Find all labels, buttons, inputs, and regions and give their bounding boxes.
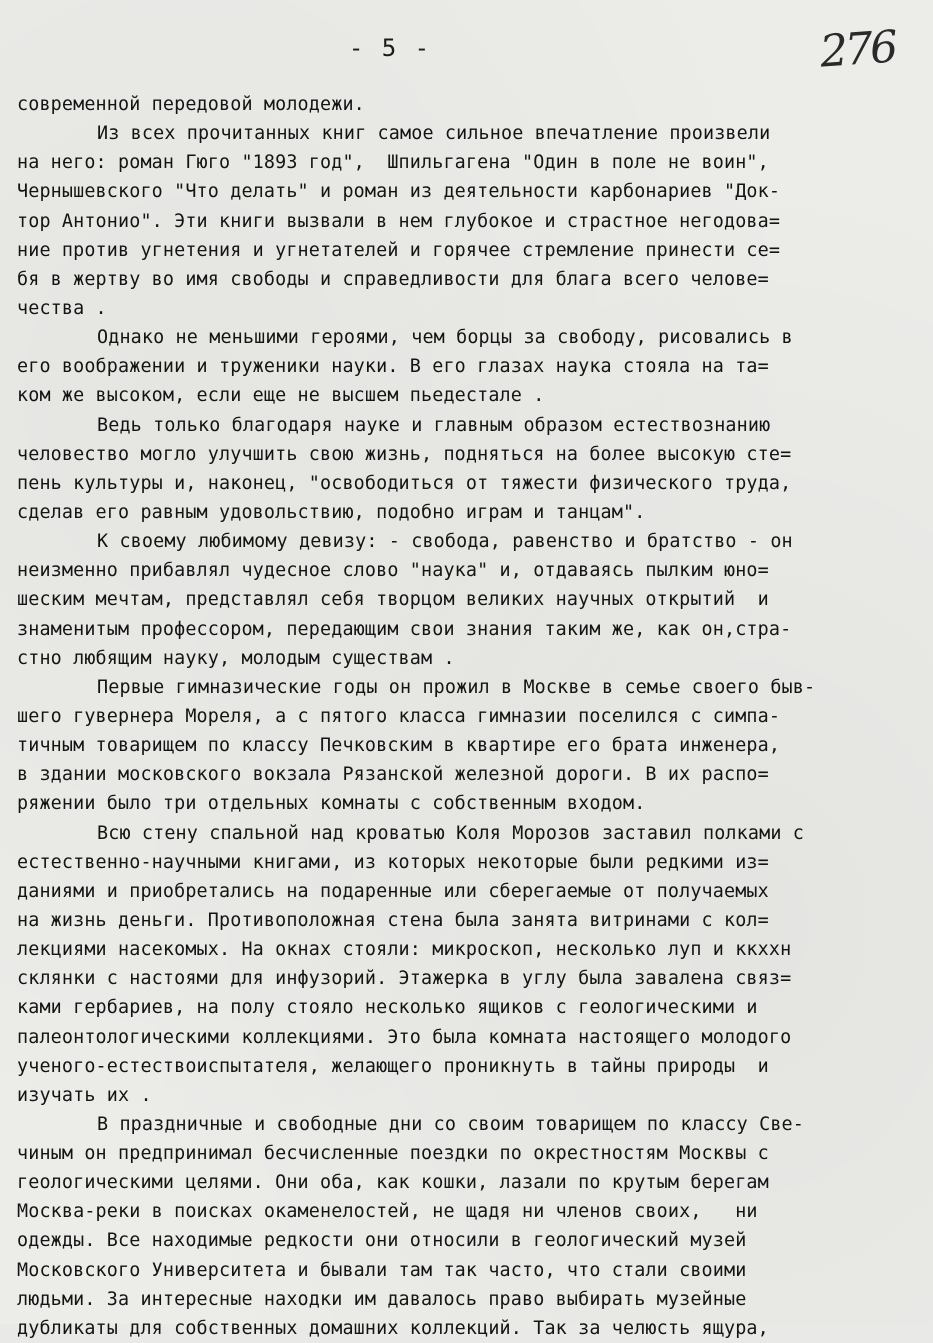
- text-line: сделав его равным удовольствию, подобно играм и танцам".: [17, 501, 646, 523]
- text-line: Первые гимназические годы он прожил в Москве в семье своего быв-: [97, 676, 816, 698]
- text-line: Ведь только благодаря науке и главным образом естествознанию: [97, 414, 771, 436]
- text-line: К своему любимому девизу: - свобода, равенство и братство - он: [97, 531, 793, 553]
- text-line: тичным товарищем по классу Печковским в квартире его брата инженера,: [17, 735, 781, 757]
- text-line: бя в жертву во имя свободы и справедливости для блага всего челове=: [17, 268, 769, 290]
- text-line: Чернышевского "Что делать" и роман из деятельности карбонариев "Док-: [17, 181, 781, 203]
- text-line: стно любящим науку, молодым существам .: [17, 647, 455, 669]
- text-line: пень культуры и, наконец, "освободиться от тяжести физического труда,: [17, 472, 792, 494]
- text-line: в здании московского вокзала Рязанской железной дороги. В их распо=: [17, 764, 769, 786]
- text-line: ученого-естествоиспытателя, желающего проникнуть в тайны природы и: [17, 1055, 769, 1077]
- text-line: ком же высоком, если еще не высшем пьедестале .: [17, 385, 545, 407]
- page-number: - 5 -: [348, 34, 432, 62]
- text-line: тор Антонио". Эти книги вызвали в нем глубокое и страстное негодова=: [17, 210, 781, 232]
- text-line: естественно-научными книгами, из которых некоторые были редкими из=: [17, 851, 769, 873]
- text-line: шего гувернера Мореля, а с пятого класса гимназии поселился с симпа-: [17, 705, 781, 727]
- text-line: лекциями насекомых. На окнах стояли: микроскоп, несколько луп и ккххн: [17, 939, 792, 961]
- text-line: Московского Университета и бывали там так часто, что стали своими: [17, 1259, 747, 1281]
- text-line: В праздничные и свободные дни со своим товарищем по классу Све-: [97, 1113, 804, 1135]
- text-line: Всю стену спальной над кроватью Коля Морозов заставил полками с: [97, 822, 804, 844]
- archive-number-handwritten: 276: [818, 21, 897, 78]
- typewritten-text: [17, 90, 922, 1343]
- text-line: Однако не меньшими героями, чем борцы за свободу, рисовались в: [97, 327, 793, 349]
- text-line: ряжении было три отдельных комнаты с собственным входом.: [17, 793, 646, 815]
- text-line: неизменно прибавлял чудесное слово "наука" и, отдаваясь пылким юно=: [17, 560, 769, 582]
- text-line: дубликаты для собственных домашних коллекций. Так за челюсть ящура,: [17, 1317, 769, 1339]
- text-line: чества .: [17, 297, 107, 319]
- text-line: ние против угнетения и угнетателей и горячее стремление принести се=: [17, 239, 781, 261]
- text-line: геологическими целями. Они оба, как кошки, лазали по крутым берегам: [17, 1172, 769, 1194]
- text-line: человество могло улучшить свою жизнь, подняться на более высокую сте=: [17, 443, 792, 465]
- text-line: шеским мечтам, представлял себя творцом великих научных открытий и: [17, 589, 769, 611]
- text-line: его воображении и труженики науки. В его глазах наука стояла на та=: [17, 356, 769, 378]
- text-line: знаменитым профессором, передающим свои знания таким же, как он,стра-: [17, 618, 792, 640]
- text-line: палеонтологическими коллекциями. Это была комната настоящего молодого: [17, 1026, 792, 1048]
- text-line: на жизнь деньги. Противоположная стена была занята витринами с кол=: [17, 909, 769, 931]
- text-line: чиным он предпринимал бесчисленные поездки по окрестностям Москвы с: [17, 1143, 769, 1165]
- text-line: на него: роман Гюго "1893 год", Шпильгагена "Один в поле не воин",: [17, 152, 769, 174]
- text-line: склянки с настоями для инфузорий. Этажерка в углу была завалена связ=: [17, 968, 792, 990]
- text-line: даниями и приобретались на подаренные или сберегаемые от получаемых: [17, 880, 769, 902]
- text-line: одежды. Все находимые редкости они относили в геологический музей: [17, 1230, 747, 1252]
- text-line: людьми. За интересные находки им давалось право выбирать музейные: [17, 1288, 747, 1310]
- text-line: Москва-реки в поисках окаменелостей, не щадя ни членов своих, ни: [17, 1201, 758, 1223]
- text-line: ками гербариев, на полу стояло несколько ящиков с геологическими и: [17, 997, 758, 1019]
- text-line: изучать их .: [17, 1084, 152, 1106]
- text-line: Из всех прочитанных книг самое сильное впечатление произвели: [97, 123, 771, 145]
- text-line: современной передовой молодежи.: [17, 94, 365, 115]
